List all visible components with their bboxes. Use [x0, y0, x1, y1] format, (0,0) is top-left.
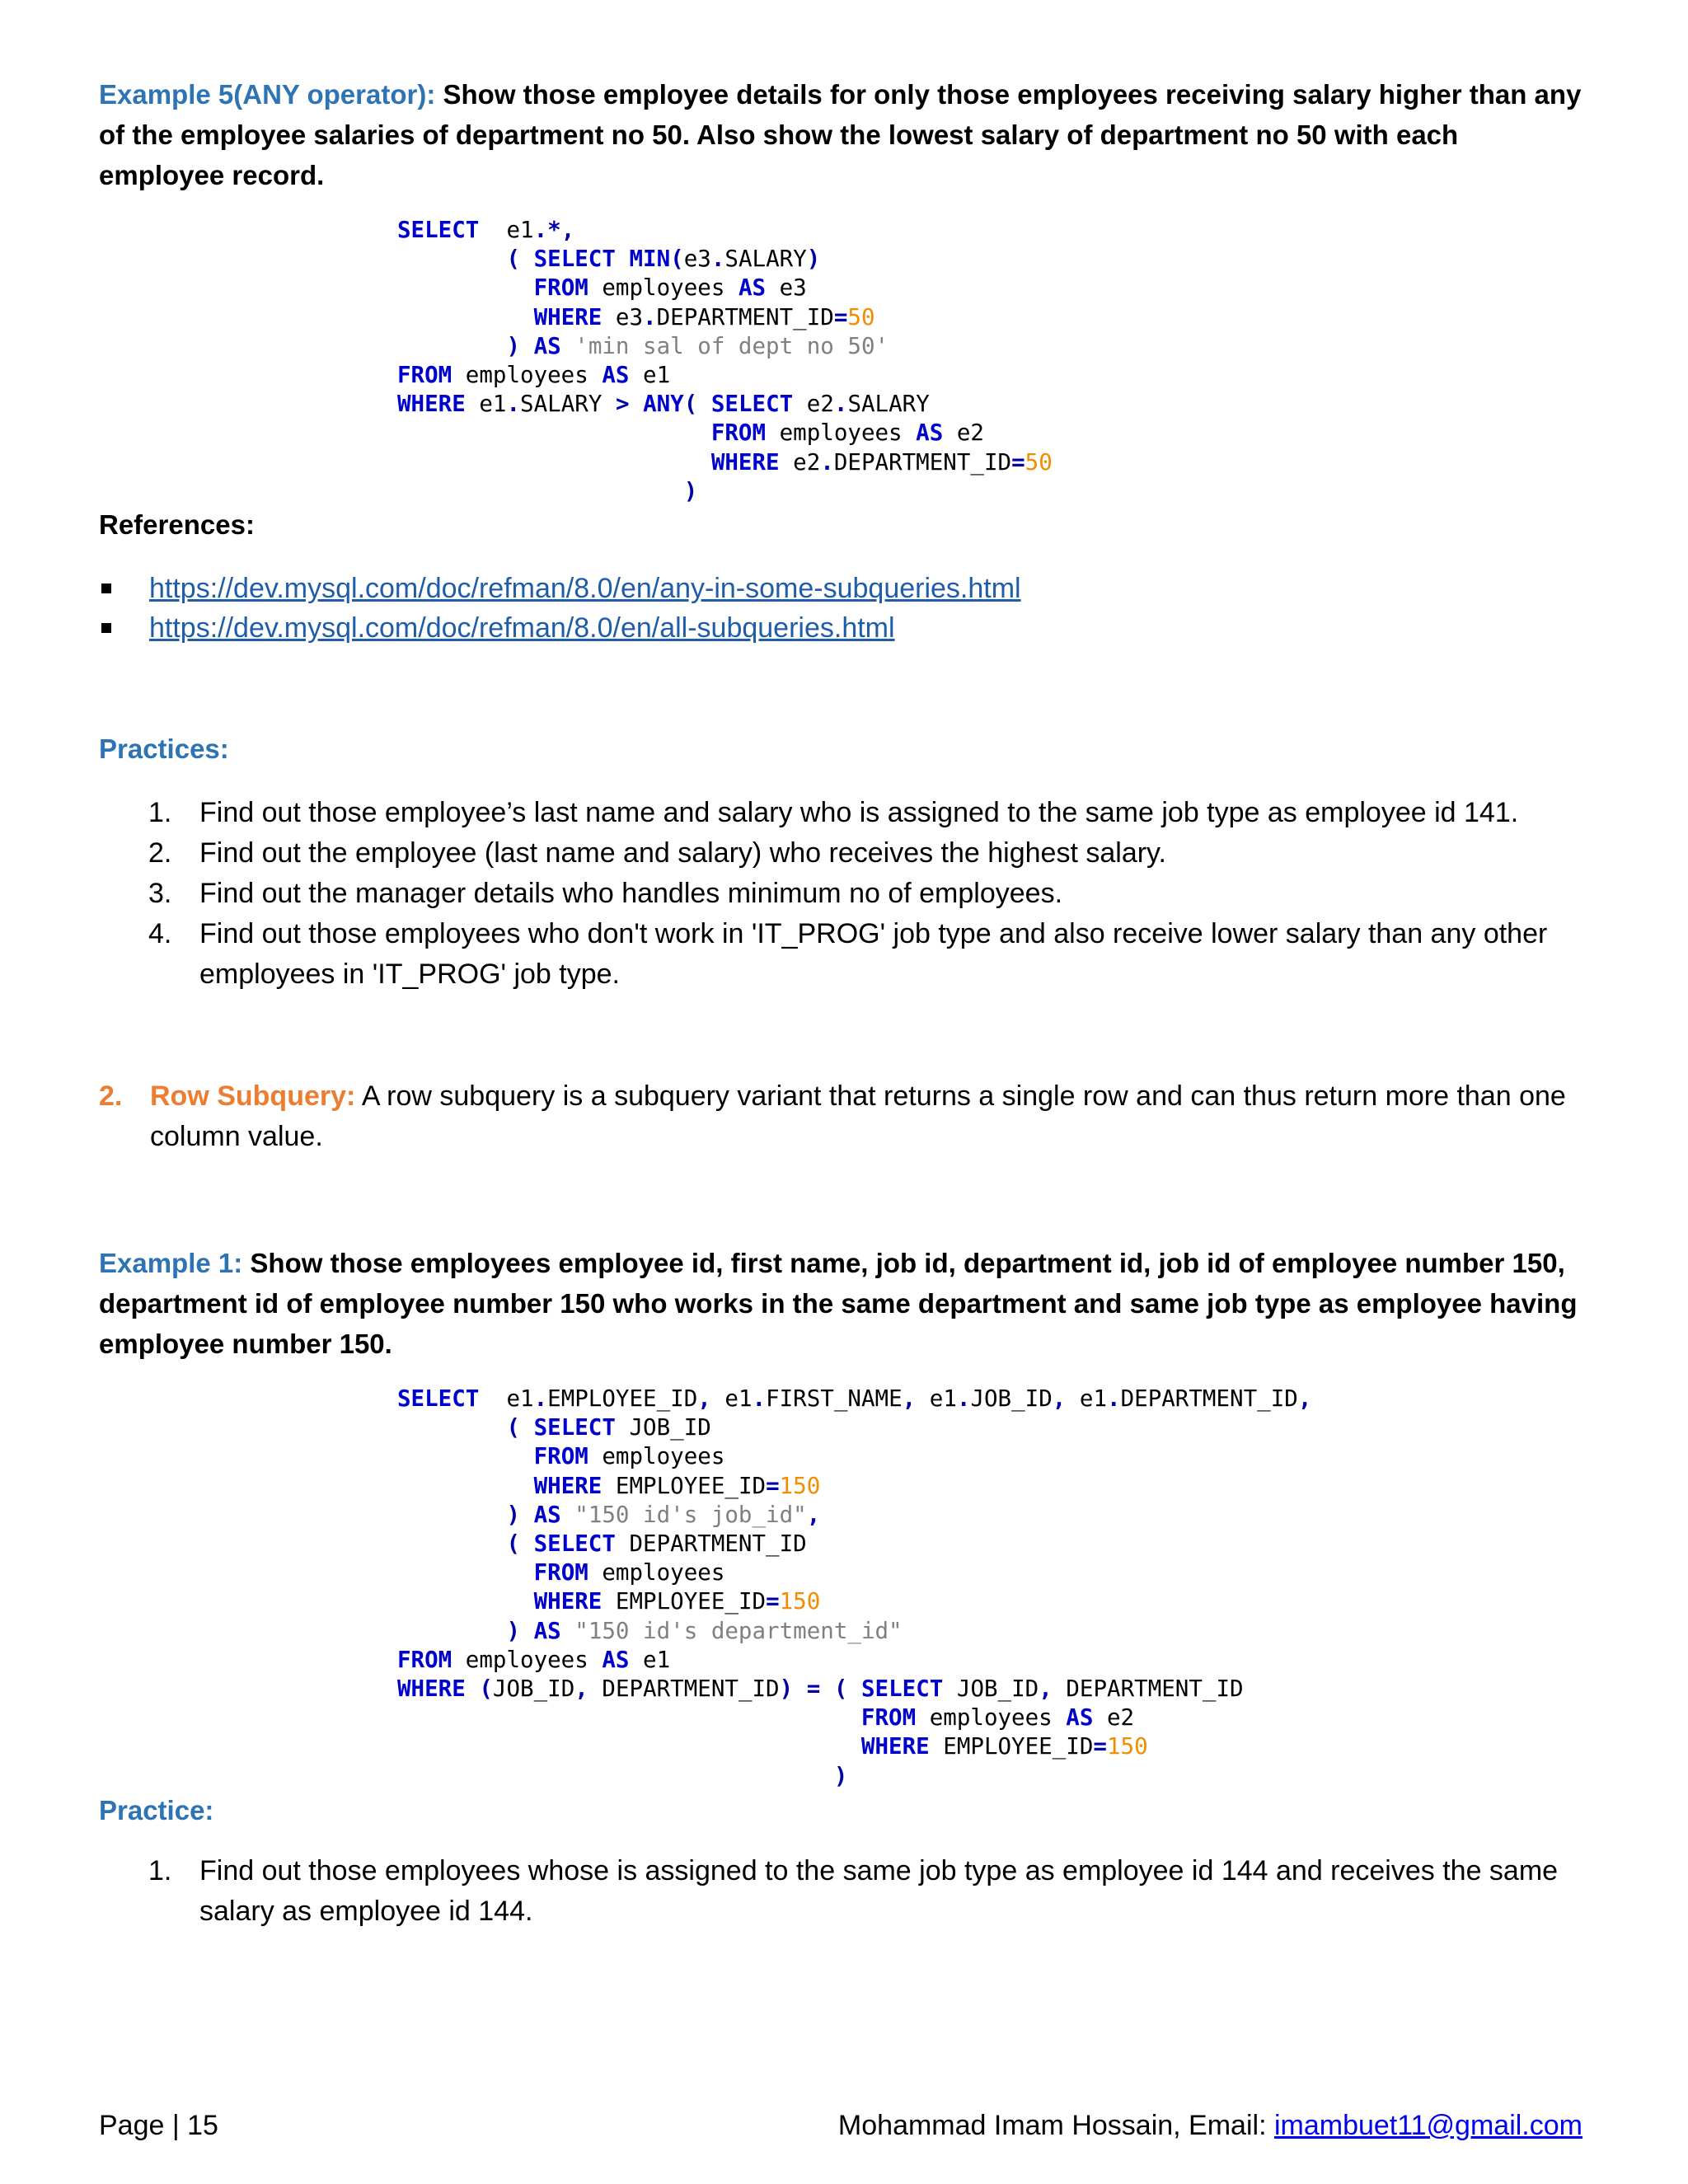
square-bullet-icon [101, 623, 111, 633]
code-token: = ( [806, 1675, 861, 1703]
code-token: EMPLOYEE_ID [929, 1733, 1094, 1760]
code-token: e3 [766, 274, 807, 302]
code-token: e1 [479, 217, 534, 243]
code-token: , [902, 1385, 917, 1412]
code-token [397, 1559, 534, 1586]
code-token: ( [506, 246, 534, 273]
code-token: , [1297, 1385, 1312, 1412]
code-token: WHERE [533, 303, 603, 330]
code-token [397, 449, 711, 476]
code-token: . [833, 391, 848, 418]
code-token: DEPARTMENT_ID [1120, 1385, 1298, 1412]
code-token: DEPARTMENT_ID [656, 303, 834, 330]
code-token [466, 1675, 480, 1702]
code-token: = [1093, 1733, 1107, 1760]
practices-list [148, 793, 1566, 995]
code-token: ( [506, 1414, 534, 1441]
reference-link[interactable]: https://dev.mysql.com/doc/refman/8.0/en/all-subqueries.html [149, 612, 895, 644]
code-token: e1 [479, 1385, 534, 1412]
practices-title: Practices: [99, 733, 229, 764]
code-token: . [533, 217, 548, 243]
code-token [397, 333, 506, 359]
code-token: e1 [710, 1385, 753, 1412]
code-token: WHERE [710, 448, 780, 476]
reference-item [99, 608, 1021, 648]
code-token: , [1039, 1675, 1053, 1703]
code-token: e3 [683, 246, 711, 273]
code-token: EMPLOYEE_ID [602, 1588, 767, 1615]
code-token: ) [833, 1762, 848, 1789]
code-token: ( [479, 1675, 493, 1703]
code-token: EMPLOYEE_ID [547, 1385, 698, 1412]
code-token [397, 1414, 506, 1441]
practice-item: 3. Find out the manager details who handles minimum no of employees. [148, 878, 1063, 909]
code-block-example1 [397, 1385, 1311, 1791]
code-token [397, 246, 506, 272]
code-token: SELECT [533, 1530, 616, 1558]
code-token [397, 1473, 534, 1499]
code-token [397, 1588, 534, 1615]
practice-list [148, 1851, 1566, 1932]
code-token: FROM [533, 1559, 588, 1586]
code-token [397, 1443, 534, 1469]
code-token [793, 1675, 807, 1702]
code-token: * [547, 217, 561, 243]
code-token: e2 [943, 419, 984, 447]
code-token: > [615, 391, 644, 418]
practice-item: 4. Find out those employees who don't work in 'IT_PROG' job type and also receive lower salary than any other employees in 'IT_PROG' job type. [148, 918, 1548, 990]
code-token: FROM [533, 1443, 588, 1470]
row-subquery-label: Row Subquery: [150, 1080, 356, 1112]
code-token: DEPARTMENT_ID [588, 1675, 780, 1703]
row-subquery-text: A row subquery is a subquery variant that returns a single row and can thus return more than one column value. [150, 1080, 1566, 1152]
code-token: e3 [602, 303, 644, 330]
code-token: 'min sal of dept no 50' [560, 332, 889, 359]
code-token: employees [588, 1559, 725, 1586]
code-token: ( [506, 1530, 534, 1558]
code-token: JOB_ID [615, 1414, 711, 1441]
code-token: employees [452, 362, 603, 389]
practice-title: Practice: [99, 1795, 214, 1825]
practice-item: 1. Find out those employees whose is assigned to the same job type as employee id 144 and receives the same salary as employee id 144. [148, 1855, 1559, 1927]
code-token: SELECT [860, 1675, 944, 1703]
code-token: FROM [860, 1704, 917, 1732]
code-token: DEPARTMENT_ID [615, 1530, 807, 1558]
practice-item: 1. Find out those employee’s last name and salary who is assigned to the same job type as employee id 141. [148, 797, 1519, 828]
code-token: JOB_ID [492, 1675, 575, 1703]
code-token: AS [738, 274, 767, 302]
code-token: AS [533, 1617, 561, 1644]
code-token: WHERE [533, 1472, 603, 1499]
code-token [397, 1530, 506, 1557]
code-token: , [697, 1385, 711, 1412]
code-token: = [766, 1588, 780, 1615]
code-token: ( [683, 391, 711, 418]
code-token: . [506, 391, 521, 418]
example1-heading [99, 1243, 1582, 1364]
code-token: FIRST_NAME [766, 1385, 903, 1412]
code-token [397, 478, 684, 504]
code-token: ( [670, 246, 684, 273]
code-block-example5 [397, 216, 1053, 506]
code-token: . [533, 1385, 548, 1412]
code-token: = [1011, 448, 1025, 476]
code-token: ) [806, 246, 821, 273]
code-token [397, 1502, 506, 1528]
code-token: "150 id's department_id" [560, 1617, 903, 1644]
code-token: DEPARTMENT_ID [1052, 1675, 1244, 1703]
code-token: , [574, 1675, 588, 1703]
code-token: e1 [629, 362, 671, 389]
code-token: SALARY [724, 246, 807, 273]
code-token: . [1107, 1385, 1121, 1412]
code-token: e1 [629, 1646, 671, 1673]
code-token: . [956, 1385, 971, 1412]
code-token: AS [533, 332, 561, 359]
code-token: e1 [465, 391, 507, 418]
code-token: FROM [710, 419, 767, 447]
example5-heading [99, 74, 1582, 195]
code-token: 150 [1106, 1733, 1148, 1760]
code-token: ) [779, 1675, 794, 1703]
reference-item [99, 569, 1021, 608]
code-token: employees [916, 1704, 1067, 1732]
code-token: WHERE [860, 1733, 930, 1760]
code-token: . [710, 246, 725, 273]
code-token: 150 [779, 1472, 821, 1499]
code-token: SELECT [533, 1414, 616, 1441]
row-subquery-definition [99, 1076, 1582, 1157]
example5-label: Example 5(ANY operator): [99, 79, 436, 110]
code-token: ) [683, 477, 698, 504]
code-token: JOB_ID [943, 1675, 1039, 1703]
code-token: e1 [916, 1385, 957, 1412]
email-link[interactable]: imambuet11@gmail.com [1273, 2110, 1582, 2141]
references-list [99, 569, 1021, 648]
example1-label: Example 1: [99, 1248, 243, 1278]
example5-text: Show those employee details for only those employees receiving salary higher than any of the employee salaries of department no 50. Also show the lowest salary of department no 50 with each employee record. [99, 79, 1582, 190]
code-token: WHERE [533, 1588, 603, 1615]
author-text: Mohammad Imam Hossain, Email: [837, 2110, 1274, 2141]
code-token: DEPARTMENT_ID [833, 448, 1012, 476]
code-token: SALARY [847, 391, 930, 418]
code-token: employees [588, 274, 738, 302]
code-token [397, 1763, 834, 1789]
code-token: , [806, 1501, 821, 1528]
code-token: employees [452, 1646, 603, 1673]
code-token: employees [766, 419, 917, 447]
code-token [397, 1618, 506, 1644]
code-token: AS [602, 362, 630, 389]
practice-item: 2. Find out the employee (last name and salary) who receives the highest salary. [148, 837, 1166, 869]
code-token [397, 274, 534, 301]
code-token: ) [506, 332, 534, 359]
code-token: ) [506, 1617, 534, 1644]
references-title: References: [99, 509, 255, 540]
code-token: e2 [793, 391, 834, 418]
code-token: 150 [779, 1588, 821, 1615]
footer-author [838, 2110, 1582, 2142]
code-token: 50 [1025, 448, 1053, 476]
code-token: EMPLOYEE_ID [602, 1472, 767, 1499]
code-token: e2 [1093, 1704, 1135, 1732]
code-token [397, 1704, 861, 1731]
code-token: ANY [643, 391, 684, 418]
code-token: AS [602, 1646, 630, 1673]
code-token: 50 [847, 303, 875, 330]
reference-link[interactable]: https://dev.mysql.com/doc/refman/8.0/en/any-in-some-subqueries.html [149, 573, 1021, 604]
code-token: AS [533, 1501, 561, 1528]
row-subquery-number: 2. [99, 1080, 123, 1112]
page-number: Page | 15 [99, 2110, 218, 2141]
square-bullet-icon [101, 583, 111, 593]
code-token: WHERE [397, 391, 466, 418]
code-token: WHERE [397, 1675, 466, 1703]
code-token: = [833, 303, 848, 330]
code-token: FROM [533, 274, 588, 302]
code-token [397, 304, 534, 330]
code-token: AS [916, 419, 944, 447]
code-token: , [1052, 1385, 1067, 1412]
code-token: employees [588, 1443, 725, 1470]
code-token: . [643, 303, 657, 330]
code-token: FROM [397, 1646, 452, 1673]
code-token: , [560, 217, 575, 243]
code-token: SELECT [397, 217, 480, 243]
code-token: SELECT MIN [533, 246, 671, 273]
code-token: FROM [397, 362, 452, 389]
code-token: . [752, 1385, 767, 1412]
code-token: . [820, 448, 834, 476]
code-token: SELECT [397, 1385, 480, 1412]
code-token: = [766, 1472, 780, 1499]
code-token: JOB_ID [970, 1385, 1053, 1412]
code-token: ) [506, 1501, 534, 1528]
code-token: "150 id's job_id" [560, 1501, 807, 1528]
code-token: e1 [1066, 1385, 1108, 1412]
code-token: e2 [779, 448, 821, 476]
code-token [397, 1733, 861, 1760]
code-token: SELECT [710, 391, 794, 418]
example1-text: Show those employees employee id, first name, job id, department id, job id of employee number 150, department id of employee number 150 who works in the same department and same job type as employee having employee number 150. [99, 1248, 1578, 1359]
code-token: AS [1066, 1704, 1094, 1732]
code-token [397, 419, 711, 446]
code-token: SALARY [520, 391, 616, 418]
